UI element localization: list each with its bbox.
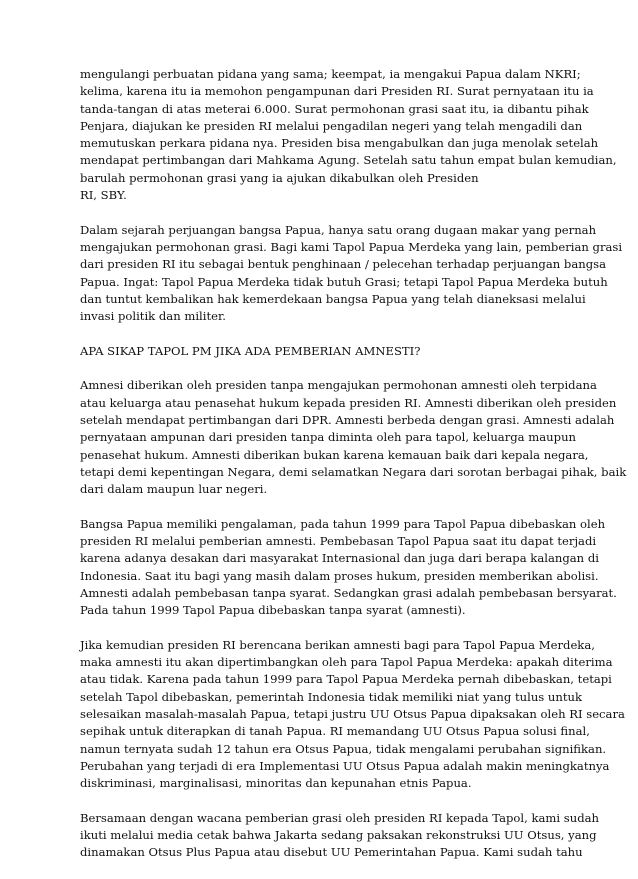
text-line: Perubahan yang terjadi di era Implementasi UU Otsus Papua adalah makin meningkatnya	[80, 758, 610, 773]
text-line: mengulangi perbuatan pidana yang sama; keempat, ia mengakui Papua dalam NKRI;	[80, 67, 581, 81]
text-line: penasehat hukum. Amnesti diberikan bukan karena kemauan baik dari kepala negara,	[80, 447, 589, 462]
text-line: dari dalam maupun luar negeri.	[80, 482, 268, 497]
paragraph-amnesty-plan	[80, 637, 625, 793]
text-line: barulah permohonan grasi yang ia ajukan dikabulkan oleh Presiden	[80, 170, 479, 185]
text-line: presiden RI melalui pemberian amnesti. Pembebasan Tapol Papua saat itu dapat terjadi	[80, 534, 597, 549]
text-line: dinamakan Otsus Plus Papua atau disebut UU Pemerintahan Papua. Kami sudah tahu	[80, 845, 583, 860]
text-line: Penjara, diajukan ke presiden RI melalui pengadilan negeri yang telah mengadili dan	[80, 118, 583, 133]
text-line: karena adanya desakan dari masyarakat Internasional dan juga dari berapa kalangan di	[80, 551, 599, 566]
section-heading: APA SIKAP TAPOL PM JIKA ADA PEMBERIAN AMNESTI?	[80, 343, 421, 358]
text-line: atau tidak. Karena pada tahun 1999 para Tapol Papua Merdeka pernah dibebaskan, tetapi	[80, 672, 612, 687]
text-line: dan tuntut kembalikan hak kemerdekaan bangsa Papua yang telah dianeksasi melalui	[80, 291, 586, 306]
text-line: Amnesti adalah pembebasan tanpa syarat. Sedangkan grasi adalah pembebasan bersyarat.	[80, 585, 617, 600]
text-line: memutuskan perkara pidana nya. Presiden bisa mengabulkan dan juga menolak setelah	[80, 136, 599, 151]
paragraph-amnesty-definition	[80, 377, 627, 498]
text-line: diskriminasi, marginalisasi, minoritas dan kepunahan etnis Papua.	[80, 776, 472, 791]
text-line: Papua. Ingat: Tapol Papua Merdeka tidak butuh Grasi; tetapi Tapol Papua Merdeka butuh	[80, 274, 608, 289]
text-line: pernyataan ampunan dari presiden tanpa diminta oleh para tapol, keluarga maupun	[80, 430, 577, 445]
text-line: selesaikan masalah-masalah Papua, tetapi justru UU Otsus Papua dipaksakan oleh RI secara	[80, 706, 625, 721]
text-line: tetapi demi kepentingan Negara, demi selamatkan Negara dari sorotan berbagai pihak, baik	[80, 464, 627, 479]
text-line: Jika kemudian presiden RI berencana berikan amnesti bagi para Tapol Papua Merdeka,	[80, 637, 595, 652]
paragraph-1999-experience	[80, 516, 617, 620]
text-line: atau keluarga atau penasehat hukum kepada presiden RI. Amnesti diberikan oleh presiden	[80, 395, 617, 410]
text-line: Bangsa Papua memiliki pengalaman, pada tahun 1999 para Tapol Papua dibebaskan oleh	[80, 516, 606, 531]
text-line: setelah mendapat pertimbangan dari DPR. Amnesti berbeda dengan grasi. Amnesti adalah	[80, 412, 615, 427]
text-line: namun ternyata sudah 12 tahun era Otsus Papua, tidak mengalami perubahan signifikan.	[80, 741, 607, 756]
text-line: Bersamaan dengan wacana pemberian grasi oleh presiden RI kepada Tapol, kami sudah	[80, 810, 600, 825]
document-page	[80, 66, 627, 879]
text-line: Amnesi diberikan oleh presiden tanpa mengajukan permohonan amnesti oleh terpidana	[80, 378, 597, 393]
text-line: setelah Tapol dibebaskan, pemerintah Indonesia tidak memiliki niat yang tulus untuk	[80, 689, 583, 704]
text-line: Pada tahun 1999 Tapol Papua dibebaskan tanpa syarat (amnesti).	[80, 603, 466, 618]
text-line: ikuti melalui media cetak bahwa Jakarta sedang paksakan rekonstruksi UU Otsus, yang	[80, 828, 597, 843]
text-line: Indonesia. Saat itu bagi yang masih dalam proses hukum, presiden memberikan abolisi.	[80, 568, 599, 583]
paragraph-struggle-history	[80, 222, 623, 326]
text-line: tanda-tangan di atas meterai 6.000. Surat permohonan grasi saat itu, ia dibantu pihak	[80, 101, 589, 116]
text-line: mendapat pertimbangan dari Mahkama Agung. Setelah satu tahun empat bulan kemudian,	[80, 153, 617, 168]
text-line: Dalam sejarah perjuangan bangsa Papua, hanya satu orang dugaan makar yang pernah	[80, 222, 597, 237]
text-line: kelima, karena itu ia memohon pengampunan dari Presiden RI. Surat pernyataan itu ia	[80, 84, 594, 99]
text-line: maka amnesti itu akan dipertimbangkan oleh para Tapol Papua Merdeka: apakah diterima	[80, 655, 613, 670]
text-line: mengajukan permohonan grasi. Bagi kami Tapol Papua Merdeka yang lain, pemberian grasi	[80, 239, 623, 254]
text-line: invasi politik dan militer.	[80, 309, 226, 324]
text-line: dari presiden RI itu sebagai bentuk penghinaan / pelecehan terhadap perjuangan bangsa	[80, 257, 606, 272]
text-line: RI, SBY.	[80, 188, 127, 203]
paragraph-grasi-history	[80, 66, 617, 204]
paragraph-otsus-plus	[80, 810, 600, 862]
text-line: sepihak untuk diterapkan di tanah Papua. RI memandang UU Otsus Papua solusi final,	[80, 724, 590, 739]
